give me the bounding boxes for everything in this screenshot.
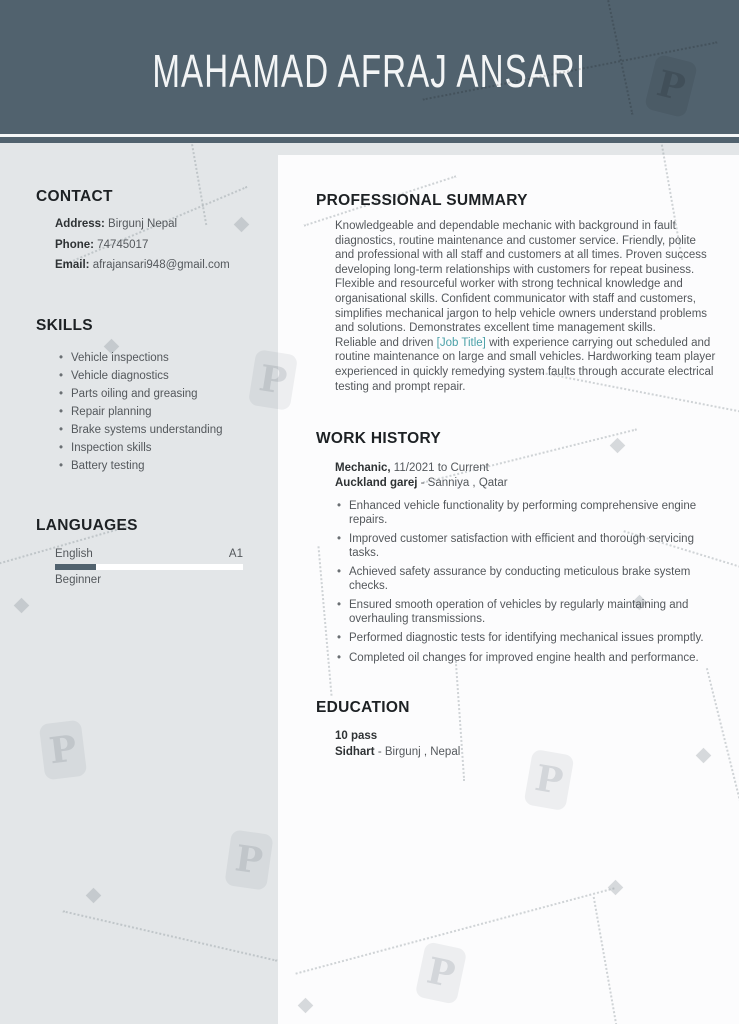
contact-section — [36, 188, 260, 276]
summary-text — [335, 219, 717, 394]
summary-paragraph-2-before: Reliable and driven — [335, 336, 437, 349]
job-employer: Auckland garej — [335, 477, 418, 490]
language-level-label: Beginner — [55, 573, 102, 586]
brand-stamp-icon: P — [644, 54, 698, 118]
brand-stamp-icon: P — [523, 749, 574, 811]
skill-item — [59, 457, 260, 475]
brand-stamp-icon: P — [248, 349, 298, 411]
job-title-placeholder-link[interactable]: [Job Title] — [436, 336, 486, 349]
job-bullet-list — [337, 500, 723, 665]
skills-list — [59, 349, 260, 475]
work-history-section — [316, 430, 711, 665]
bullet-icon: • — [337, 599, 342, 612]
job-bullet-text: Achieved safety assurance by conducting meticulous brake system checks. — [349, 566, 691, 592]
job-bullet — [337, 632, 723, 646]
summary-paragraph-1: Knowledgeable and dependable mechanic with background in fault diagnostics, routine maintenance and customer service. Friendly, polite and professional with all staff and customers at all times. Proven success developing long-term relationships with customers for repeat business. Flexible and resourceful worker with strong technical knowledge and organisational skills. Confident communicator with staff and customers, simplifies mechanical jargon to help vehicle owners understand problems and solutions. Demonstrates excellent time management skills. — [335, 220, 708, 335]
skill-label: Brake systems understanding — [71, 423, 223, 436]
candidate-name: MAHAMAD AFRAJ ANSARI — [152, 45, 587, 97]
bullet-icon: • — [59, 351, 64, 364]
brand-stamp-icon: P — [224, 829, 273, 890]
skill-item — [59, 367, 260, 385]
contact-fields — [55, 214, 260, 276]
job-bullet — [337, 652, 723, 666]
bullet-icon: • — [337, 566, 342, 579]
resume-header — [0, 0, 739, 134]
contact-email-value: afrajansari948@gmail.com — [89, 259, 230, 271]
language-level-code: A1 — [228, 547, 243, 560]
skill-item — [59, 403, 260, 421]
skill-item — [59, 439, 260, 457]
contact-email — [55, 255, 260, 276]
contact-phone — [55, 235, 260, 256]
job-header — [335, 461, 711, 491]
skills-section — [36, 317, 260, 475]
education-location: - Birgunj , Nepal — [374, 745, 461, 758]
education-details — [335, 729, 711, 760]
education-title: EDUCATION — [316, 699, 410, 717]
skill-label: Battery testing — [71, 459, 145, 472]
job-location: - Sanniya , Qatar — [417, 477, 508, 490]
skill-label: Parts oiling and greasing — [71, 387, 198, 400]
brand-stamp-icon: P — [415, 941, 468, 1005]
job-dates: 11/2021 to Current — [390, 462, 489, 475]
language-row — [55, 548, 243, 560]
bullet-icon: • — [337, 632, 342, 645]
job-role: Mechanic, — [335, 462, 391, 475]
job-bullet — [337, 599, 723, 626]
languages-section — [36, 517, 260, 586]
bullet-icon: • — [59, 441, 64, 454]
bullet-icon: • — [59, 405, 64, 418]
skill-label: Repair planning — [71, 405, 152, 418]
brand-stamp-icon: P — [39, 720, 88, 781]
skill-item — [59, 349, 260, 367]
contact-title: CONTACT — [36, 188, 113, 205]
contact-address-label: Address: — [55, 218, 105, 230]
education-section — [316, 699, 711, 760]
bullet-icon: • — [59, 387, 64, 400]
job-bullet-text: Enhanced vehicle functionality by performing comprehensive engine repairs. — [349, 500, 697, 526]
skill-item — [59, 421, 260, 439]
language-progress-track — [55, 564, 243, 570]
main-column — [278, 155, 739, 1024]
skills-title: SKILLS — [36, 316, 93, 334]
skill-label: Vehicle diagnostics — [71, 369, 169, 382]
job-bullet — [337, 500, 723, 527]
contact-address — [55, 214, 260, 235]
contact-phone-value: 74745017 — [93, 238, 149, 251]
language-progress-fill — [55, 564, 96, 570]
job-bullet — [337, 566, 723, 593]
summary-title: PROFESSIONAL SUMMARY — [316, 192, 528, 209]
education-school: Sidhart — [335, 745, 375, 758]
skill-item — [59, 385, 260, 403]
skill-label: Vehicle inspections — [71, 351, 169, 364]
work-history-title: WORK HISTORY — [316, 430, 442, 448]
education-degree: 10 pass — [335, 730, 378, 743]
skill-label: Inspection skills — [71, 441, 152, 454]
bullet-icon: • — [59, 423, 64, 436]
bullet-icon: • — [337, 533, 342, 546]
summary-paragraph-2-after: with experience carrying out scheduled and routine maintenance on large and small vehicles. Hardworking team player experienced in quickly remedying system faults through accurate electrical testing and prompt repair. — [335, 336, 716, 393]
contact-phone-label: Phone: — [55, 238, 94, 251]
summary-section — [316, 192, 716, 394]
sidebar — [0, 143, 278, 1024]
language-name: English — [55, 547, 93, 560]
contact-address-value: Birgunj Nepal — [104, 218, 178, 230]
bullet-icon: • — [59, 459, 64, 472]
contact-email-label: Email: — [55, 259, 90, 271]
job-bullet-text: Performed diagnostic tests for identifying mechanical issues promptly. — [349, 632, 704, 645]
job-bullet — [337, 533, 723, 560]
bullet-icon: • — [59, 369, 64, 382]
languages-title: LANGUAGES — [36, 516, 138, 534]
job-bullet-text: Completed oil changes for improved engine health and performance. — [349, 651, 699, 664]
bullet-icon: • — [337, 500, 342, 513]
bullet-icon: • — [337, 651, 342, 664]
job-bullet-text: Improved customer satisfaction with efficient and thorough servicing tasks. — [349, 533, 694, 559]
job-bullet-text: Ensured smooth operation of vehicles by regularly maintaining and overhauling transmissions. — [349, 599, 689, 625]
